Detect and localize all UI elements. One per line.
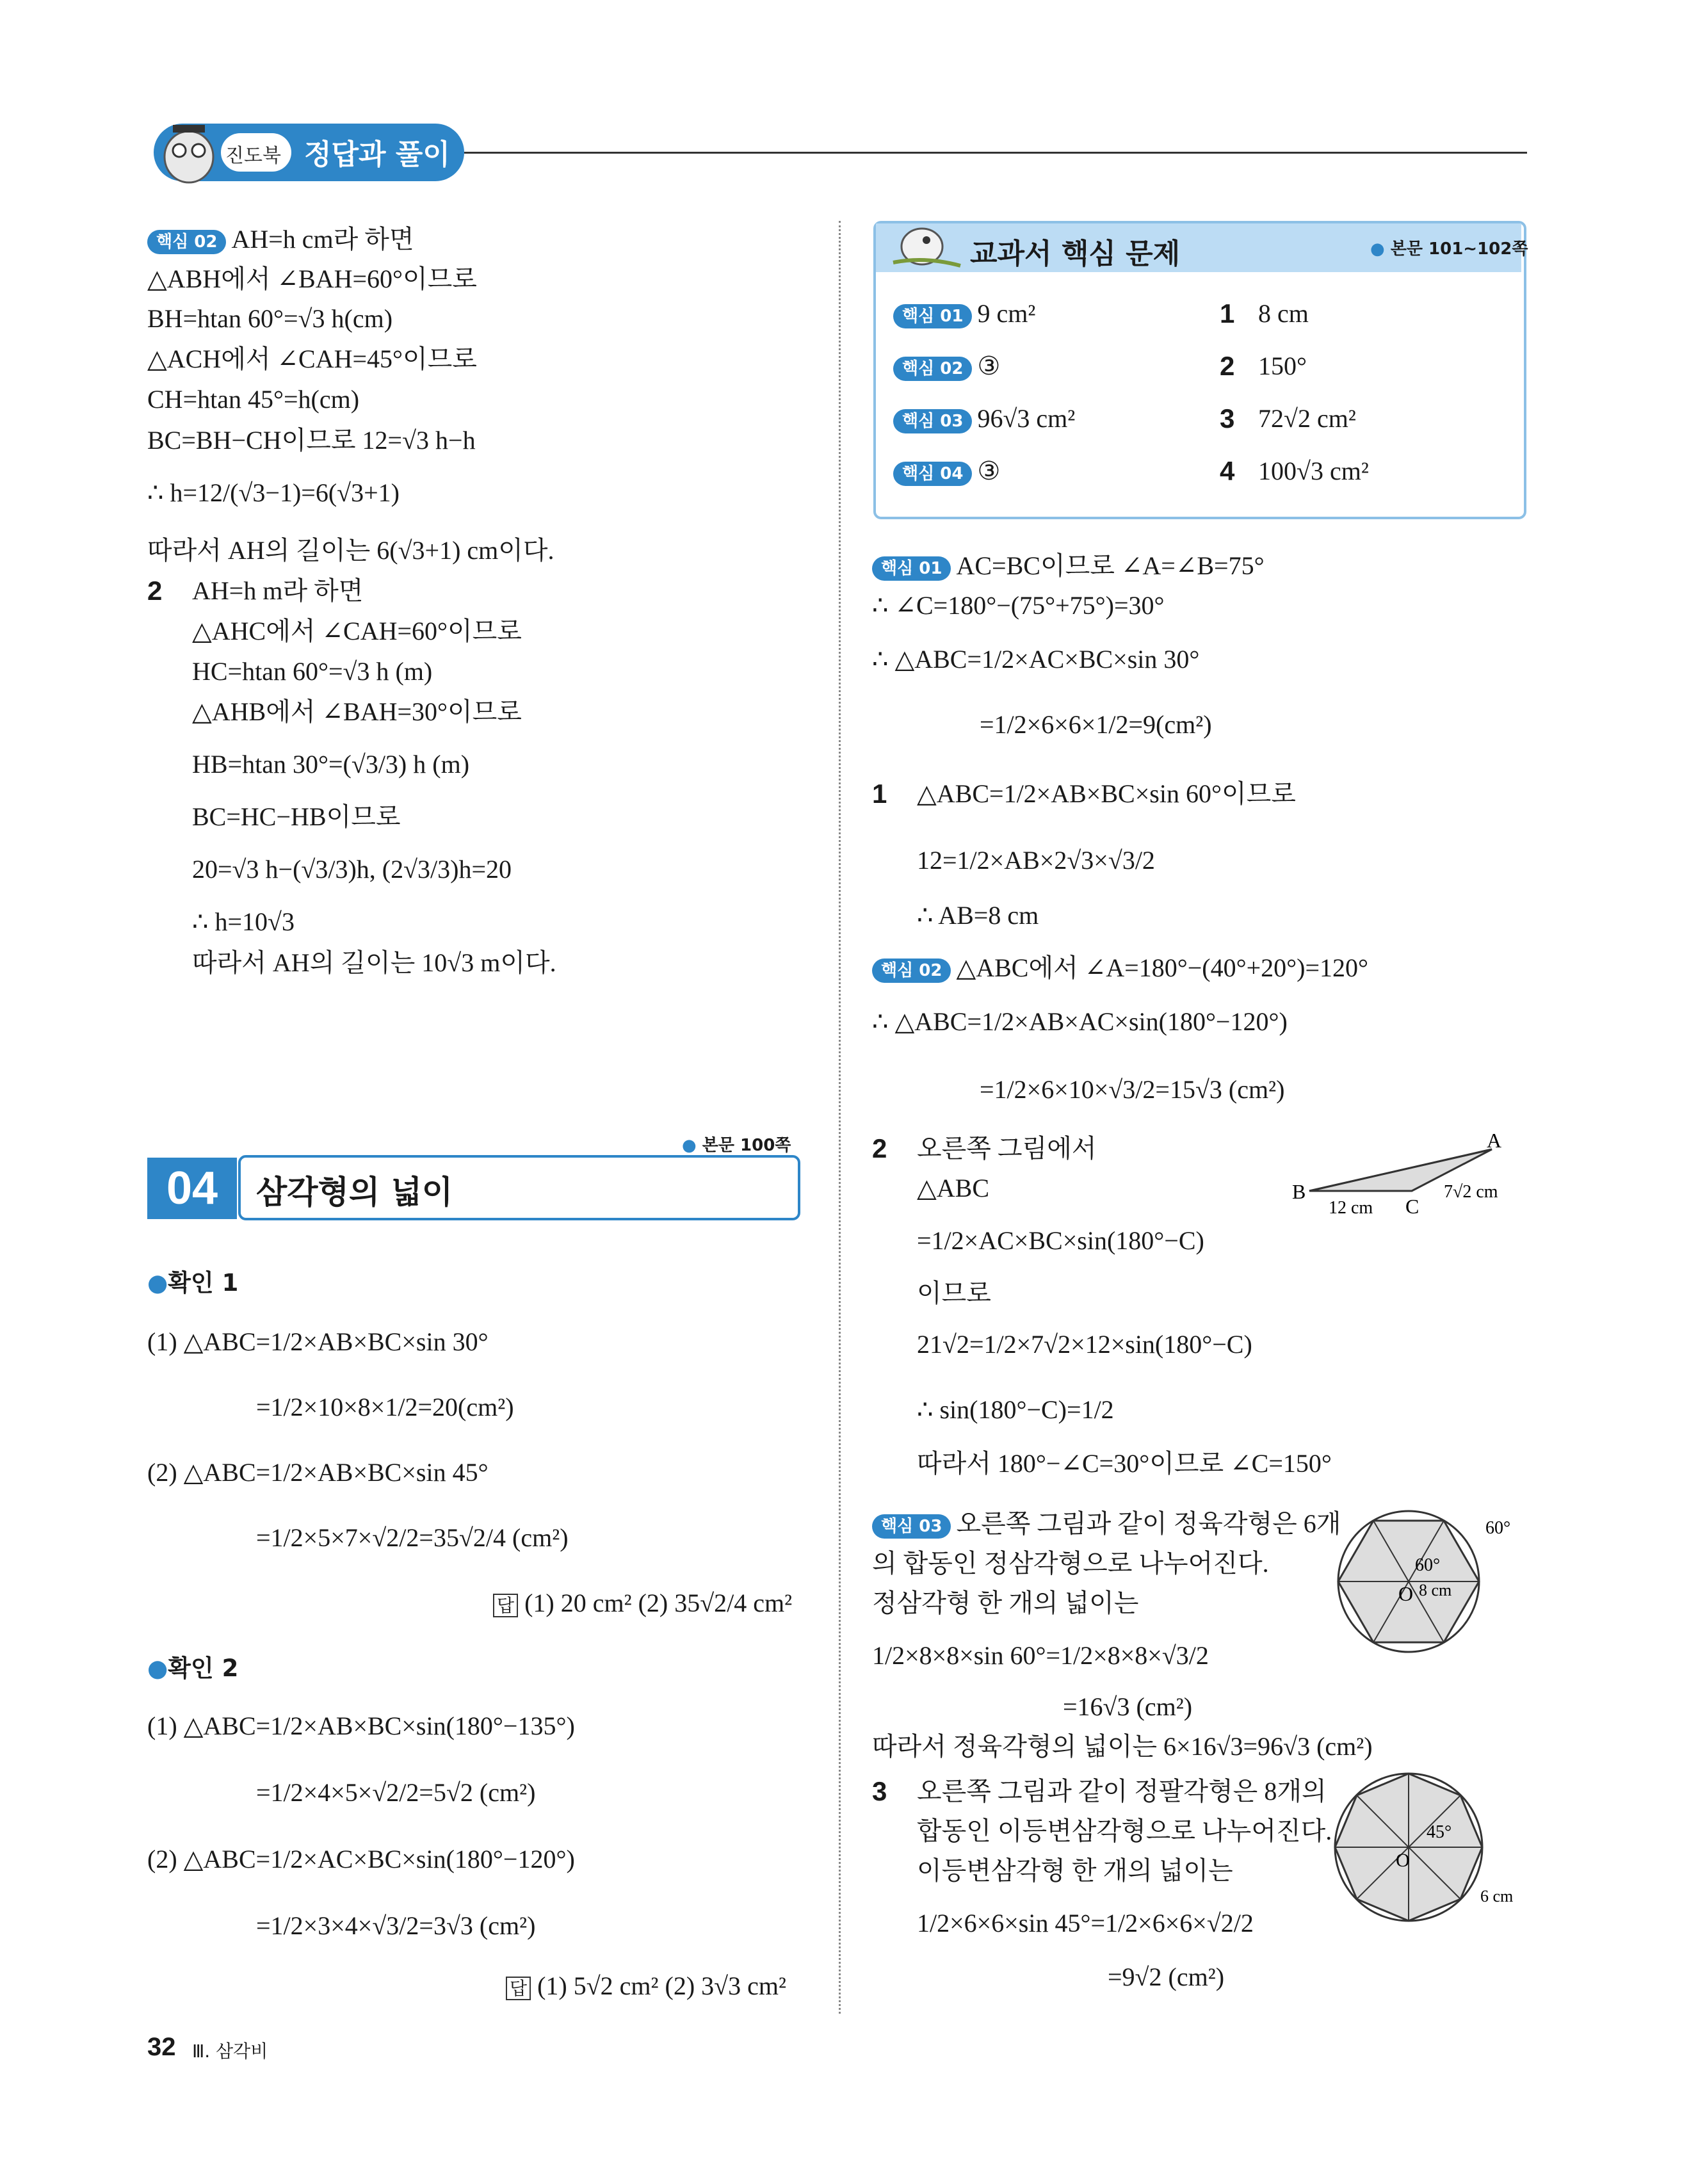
summary-row-1-tag: 핵심 02 [893, 357, 972, 381]
tri-label-bc: 12 cm [1329, 1198, 1373, 1217]
right-k02-line-2: =1/2×6×10×√3/2=15√3 (cm²) [980, 1075, 1285, 1104]
right-k03-tag: 핵심 03 [872, 1514, 951, 1539]
right-q2-line-5: ∴ sin(180°−C)=1/2 [917, 1395, 1114, 1424]
summary-title: 교과서 핵심 문제 [970, 238, 1181, 270]
tri-label-ac: 7√2 cm [1444, 1182, 1498, 1202]
left-p2-line-1: △AHC에서 ∠CAH=60°이므로 [192, 617, 522, 645]
left-p2-line-4: HB=htan 30°=(√3/3) h (m) [192, 750, 470, 779]
check-2-bullet-icon: ● [147, 1654, 168, 1682]
right-q2-line-6: 따라서 180°−∠C=30°이므로 ∠C=150° [917, 1449, 1332, 1478]
left-k02-line-4: CH=htan 45°=h(cm) [147, 385, 360, 414]
right-q1-line-1: 12=1/2×AB×2√3×√3/2 [917, 846, 1155, 875]
tri-label-a: A [1487, 1133, 1502, 1152]
chapter-label: Ⅲ. 삼각비 [192, 2041, 268, 2062]
c2-line-0: (1) △ABC=1/2×AB×BC×sin(180°−135°) [147, 1711, 575, 1740]
right-q2-line-4: 21√2=1/2×7√2×12×sin(180°−C) [917, 1330, 1252, 1359]
left-k02-line-1: △ABH에서 ∠BAH=60°이므로 [147, 264, 477, 293]
right-q2-line-2: =1/2×AC×BC×sin(180°−C) [917, 1226, 1204, 1255]
header-book-label: 진도북 [225, 145, 281, 167]
left-k02-line-3: △ACH에서 ∠CAH=45°이므로 [147, 344, 477, 373]
summary-row-0-val2: 8 cm [1258, 299, 1309, 328]
summary-row-0-val: 9 cm² [977, 299, 1036, 328]
right-k03-line-3: 1/2×8×8×sin 60°=1/2×8×8×√3/2 [872, 1641, 1209, 1670]
check-2-label: 확인 2 [168, 1654, 239, 1682]
right-q3-line-1: 합동인 이등변삼각형으로 나누어진다. [917, 1816, 1332, 1845]
summary-row-3-val2: 100√3 cm² [1258, 457, 1369, 485]
right-k03-line-2: 정삼각형 한 개의 넓이는 [872, 1589, 1139, 1617]
left-p2-line-5: BC=HC−HB이므로 [192, 802, 401, 831]
section-number: 04 [166, 1163, 218, 1214]
right-q2-line-0: 오른쪽 그림에서 [917, 1134, 1097, 1163]
right-q3-line-3: 1/2×6×6×sin 45°=1/2×6×6×√2/2 [917, 1909, 1254, 1937]
tri-label-b: B [1292, 1180, 1306, 1203]
check-1-label: 확인 1 [168, 1269, 239, 1297]
c2-line-3: =1/2×3×4×√3/2=3√3 (cm²) [256, 1911, 536, 1940]
owl-mascot-icon [157, 115, 221, 186]
left-k02-line-0: AH=h cm라 하면 [231, 225, 414, 254]
header-title: 정답과 풀이 [304, 138, 450, 171]
section-title: 삼각형의 넓이 [256, 1174, 453, 1211]
summary-row-2-num: 3 [1220, 403, 1235, 433]
column-divider [839, 221, 841, 2014]
right-k03-line-4: =16√3 (cm²) [1063, 1692, 1193, 1721]
right-k02-line-0: △ABC에서 ∠A=180°−(40°+20°)=120° [956, 953, 1369, 982]
summary-row-0-tag: 핵심 01 [893, 304, 972, 328]
c1-line-3: =1/2×5×7×√2/2=35√2/4 (cm²) [256, 1523, 569, 1552]
right-q3-line-2: 이등변삼각형 한 개의 넓이는 [917, 1856, 1233, 1885]
c1-answer-label: 답 [493, 1594, 518, 1617]
summary-row-2-tag: 핵심 03 [893, 409, 972, 433]
right-k02-line-1: ∴ △ABC=1/2×AB×AC×sin(180°−120°) [872, 1007, 1288, 1036]
left-p2-line-0: AH=h m라 하면 [192, 576, 364, 605]
right-k03-line-0: 오른쪽 그림과 같이 정육각형은 6개 [956, 1509, 1341, 1538]
left-k02-tag: 핵심 02 [147, 230, 226, 254]
right-k01-tag: 핵심 01 [872, 556, 951, 581]
left-p2-line-6: 20=√3 h−(√3/3)h, (2√3/3)h=20 [192, 855, 512, 884]
c1-line-1: =1/2×10×8×1/2=20(cm²) [256, 1393, 514, 1421]
left-p2-number: 2 [147, 576, 163, 606]
right-q2-line-1: △ABC [917, 1174, 990, 1202]
right-q3-line-0: 오른쪽 그림과 같이 정팔각형은 8개의 [917, 1777, 1327, 1806]
check-1-bullet-icon: ● [147, 1269, 168, 1297]
right-k02-tag: 핵심 02 [872, 959, 951, 983]
summary-row-1-val: ③ [977, 352, 1001, 380]
right-q1-line-2: ∴ AB=8 cm [917, 901, 1039, 930]
summary-row-3-val: ③ [977, 457, 1001, 485]
left-p2-line-8: 따라서 AH의 길이는 10√3 m이다. [192, 948, 556, 977]
c2-line-1: =1/2×4×5×√2/2=5√2 (cm²) [256, 1778, 536, 1807]
oct-label-o: O [1396, 1850, 1410, 1871]
page-number: 32 [147, 2033, 176, 2061]
right-k01-line-1: ∴ ∠C=180°−(75°+75°)=30° [872, 591, 1165, 620]
oct-label-side: 6 cm [1480, 1887, 1514, 1905]
section-ref: ● 본문 100쪽 [682, 1136, 791, 1155]
tri-label-c: C [1405, 1195, 1419, 1217]
left-p2-line-3: △AHB에서 ∠BAH=30°이므로 [192, 697, 522, 726]
right-k01-line-2: ∴ △ABC=1/2×AC×BC×sin 30° [872, 645, 1200, 674]
right-q1-number: 1 [872, 779, 887, 809]
hex-label-a2: 60° [1415, 1555, 1441, 1575]
summary-row-2-val: 96√3 cm² [977, 404, 1076, 433]
c1-line-2: (2) △ABC=1/2×AB×BC×sin 45° [147, 1458, 489, 1487]
left-k02-line-7: 따라서 AH의 길이는 6(√3+1) cm이다. [147, 536, 554, 565]
left-p2-line-7: ∴ h=10√3 [192, 907, 295, 936]
right-k01-line-3: =1/2×6×6×1/2=9(cm²) [980, 710, 1212, 739]
hex-label-o: O [1398, 1582, 1414, 1605]
c2-answer-label: 답 [506, 1977, 531, 2000]
hexagon-figure [1332, 1505, 1524, 1658]
summary-row-3-num: 4 [1220, 456, 1235, 486]
summary-row-1-num: 2 [1220, 351, 1235, 381]
right-q3-line-4: =9√2 (cm²) [1108, 1962, 1225, 1991]
c1-line-0: (1) △ABC=1/2×AB×BC×sin 30° [147, 1327, 489, 1356]
summary-row-2-val2: 72√2 cm² [1258, 404, 1356, 433]
octagon-figure [1332, 1767, 1524, 1934]
summary-row-0-num: 1 [1220, 298, 1235, 328]
right-q2-number: 2 [872, 1133, 887, 1163]
triangle-figure [1281, 1133, 1524, 1217]
left-k02-line-6: ∴ h=12/(√3−1)=6(√3+1) [147, 478, 400, 507]
c2-line-2: (2) △ABC=1/2×AC×BC×sin(180°−120°) [147, 1845, 575, 1873]
hex-label-side: 8 cm [1419, 1581, 1452, 1599]
bird-mascot-icon [887, 211, 964, 272]
summary-row-3-tag: 핵심 04 [893, 462, 972, 486]
right-k03-line-5: 따라서 정육각형의 넓이는 6×16√3=96√3 (cm²) [872, 1732, 1373, 1761]
right-q2-line-3: 이므로 [917, 1279, 991, 1307]
header-rule [464, 152, 1527, 154]
left-k02-line-5: BC=BH−CH이므로 12=√3 h−h [147, 426, 476, 455]
right-q3-number: 3 [872, 1776, 887, 1806]
left-p2-line-2: HC=htan 60°=√3 h (m) [192, 657, 433, 686]
right-k01-line-0: AC=BC이므로 ∠A=∠B=75° [956, 551, 1265, 580]
left-k02-line-2: BH=htan 60°=√3 h(cm) [147, 304, 393, 333]
summary-row-1-val2: 150° [1258, 352, 1307, 380]
summary-ref: ● 본문 101~102쪽 [1370, 239, 1528, 259]
right-k03-line-1: 의 합동인 정삼각형으로 나누어진다. [872, 1549, 1269, 1578]
hex-label-a1: 60° [1485, 1518, 1511, 1538]
right-q1-line-0: △ABC=1/2×AB×BC×sin 60°이므로 [917, 779, 1296, 808]
oct-label-angle: 45° [1427, 1822, 1452, 1842]
c2-answer: (1) 5√2 cm² (2) 3√3 cm² [537, 1971, 786, 2000]
c1-answer: (1) 20 cm² (2) 35√2/4 cm² [524, 1589, 793, 1617]
